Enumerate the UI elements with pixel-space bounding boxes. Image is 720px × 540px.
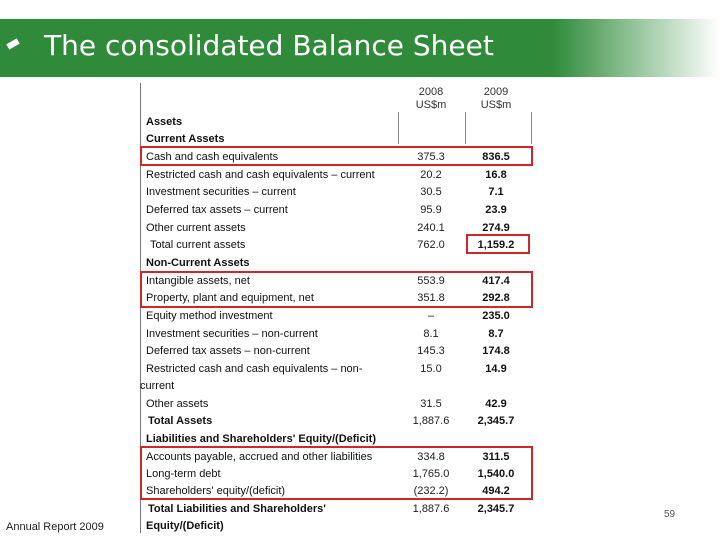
value-2009: 2,345.7 [477,415,515,427]
value-2008: 351.8 [417,292,445,304]
row-label: Property, plant and equipment, net [146,292,314,304]
highlight-box-total-current [466,234,530,254]
row-label-liabilities: Liabilities and Shareholders' Equity/(Deficit) [146,433,376,445]
highlight-box-noncurrent [140,271,533,308]
value-2009: 8.7 [488,328,504,340]
value-2008: – [427,310,435,322]
value-2008: 15.0 [420,363,442,375]
highlight-box-liabilities [140,446,533,500]
title-bar-fade [553,19,720,77]
value-2008: 31.5 [420,398,442,410]
value-2009: 1,540.0 [477,468,515,480]
value-2009: 14.9 [485,363,507,375]
row-label: Deferred tax assets – non-current [146,345,310,357]
row-label: Intangible assets, net [146,275,250,287]
row-label: Equity method investment [146,310,273,322]
value-2009: 1,159.2 [477,239,515,251]
value-2008: 30.5 [420,186,442,198]
row-label: Investment securities – current [146,186,296,198]
value-2009: 174.8 [482,345,510,357]
row-label: Restricted cash and cash equivalents – current [146,169,375,181]
row-label: Restricted cash and cash equivalents – non- [146,363,363,375]
column-divider [398,112,399,144]
row-label: Other current assets [146,222,246,234]
page-number: 59 [664,509,676,520]
column-header-2008 [401,86,461,112]
column-header-2008-text: 2008 US$m [415,86,447,111]
row-label-continuation: current [140,380,175,392]
value-2008: (232.2) [413,485,449,497]
column-header-2009 [466,86,526,112]
value-2008: 762.0 [417,239,445,251]
value-2008: 145.3 [417,345,445,357]
value-2009: 7.1 [488,186,504,198]
value-2008: 240.1 [417,222,445,234]
row-label-current-assets: Current Assets [146,133,225,145]
footer-report-label: Annual Report 2009 [6,521,104,533]
value-2009: 417.4 [482,275,510,287]
value-2009: 235.0 [482,310,510,322]
value-2008: 1,765.0 [412,468,450,480]
row-label: Other assets [146,398,209,410]
page-title: The consolidated Balance Sheet [44,29,494,62]
value-2008: 8.1 [423,328,439,340]
value-2008: 553.9 [417,275,445,287]
value-2009: 16.8 [485,169,507,181]
value-2009: 311.5 [482,451,510,463]
value-2008: 375.3 [417,151,445,163]
value-2008: 1,887.6 [412,415,450,427]
row-label-total-assets: Total Assets [148,415,213,427]
row-label-assets: Assets [146,116,183,128]
value-2008: 1,887.6 [412,503,450,515]
row-label: Accounts payable, accrued and other liabilities [146,451,373,463]
row-label: Cash and cash equivalents [146,151,279,163]
row-label: Shareholders' equity/(deficit) [146,485,286,497]
value-2008: 20.2 [420,169,442,181]
row-label-continuation: Equity/(Deficit) [146,520,224,532]
value-2009: 836.5 [482,151,510,163]
column-divider [531,112,532,144]
value-2009: 2,345.7 [477,503,515,515]
row-label-total-liabilities: Total Liabilities and Shareholders' [148,503,326,515]
value-2009: 274.9 [482,222,510,234]
value-2009: 42.9 [485,398,507,410]
value-2008: 95.9 [420,204,442,216]
row-label-total-current-assets: Total current assets [150,239,246,251]
column-header-2009-text: 2009 US$m [480,86,512,111]
row-label: Investment securities – non-current [146,328,318,340]
row-label: Long-term debt [146,468,221,480]
row-label-non-current-assets: Non-Current Assets [146,257,250,269]
value-2009: 494.2 [482,485,510,497]
value-2009: 23.9 [485,204,507,216]
value-2009: 292.8 [482,292,510,304]
row-label: Deferred tax assets – current [146,204,288,216]
highlight-box-cash [140,146,533,166]
value-2008: 334.8 [417,451,445,463]
column-divider [465,112,466,144]
